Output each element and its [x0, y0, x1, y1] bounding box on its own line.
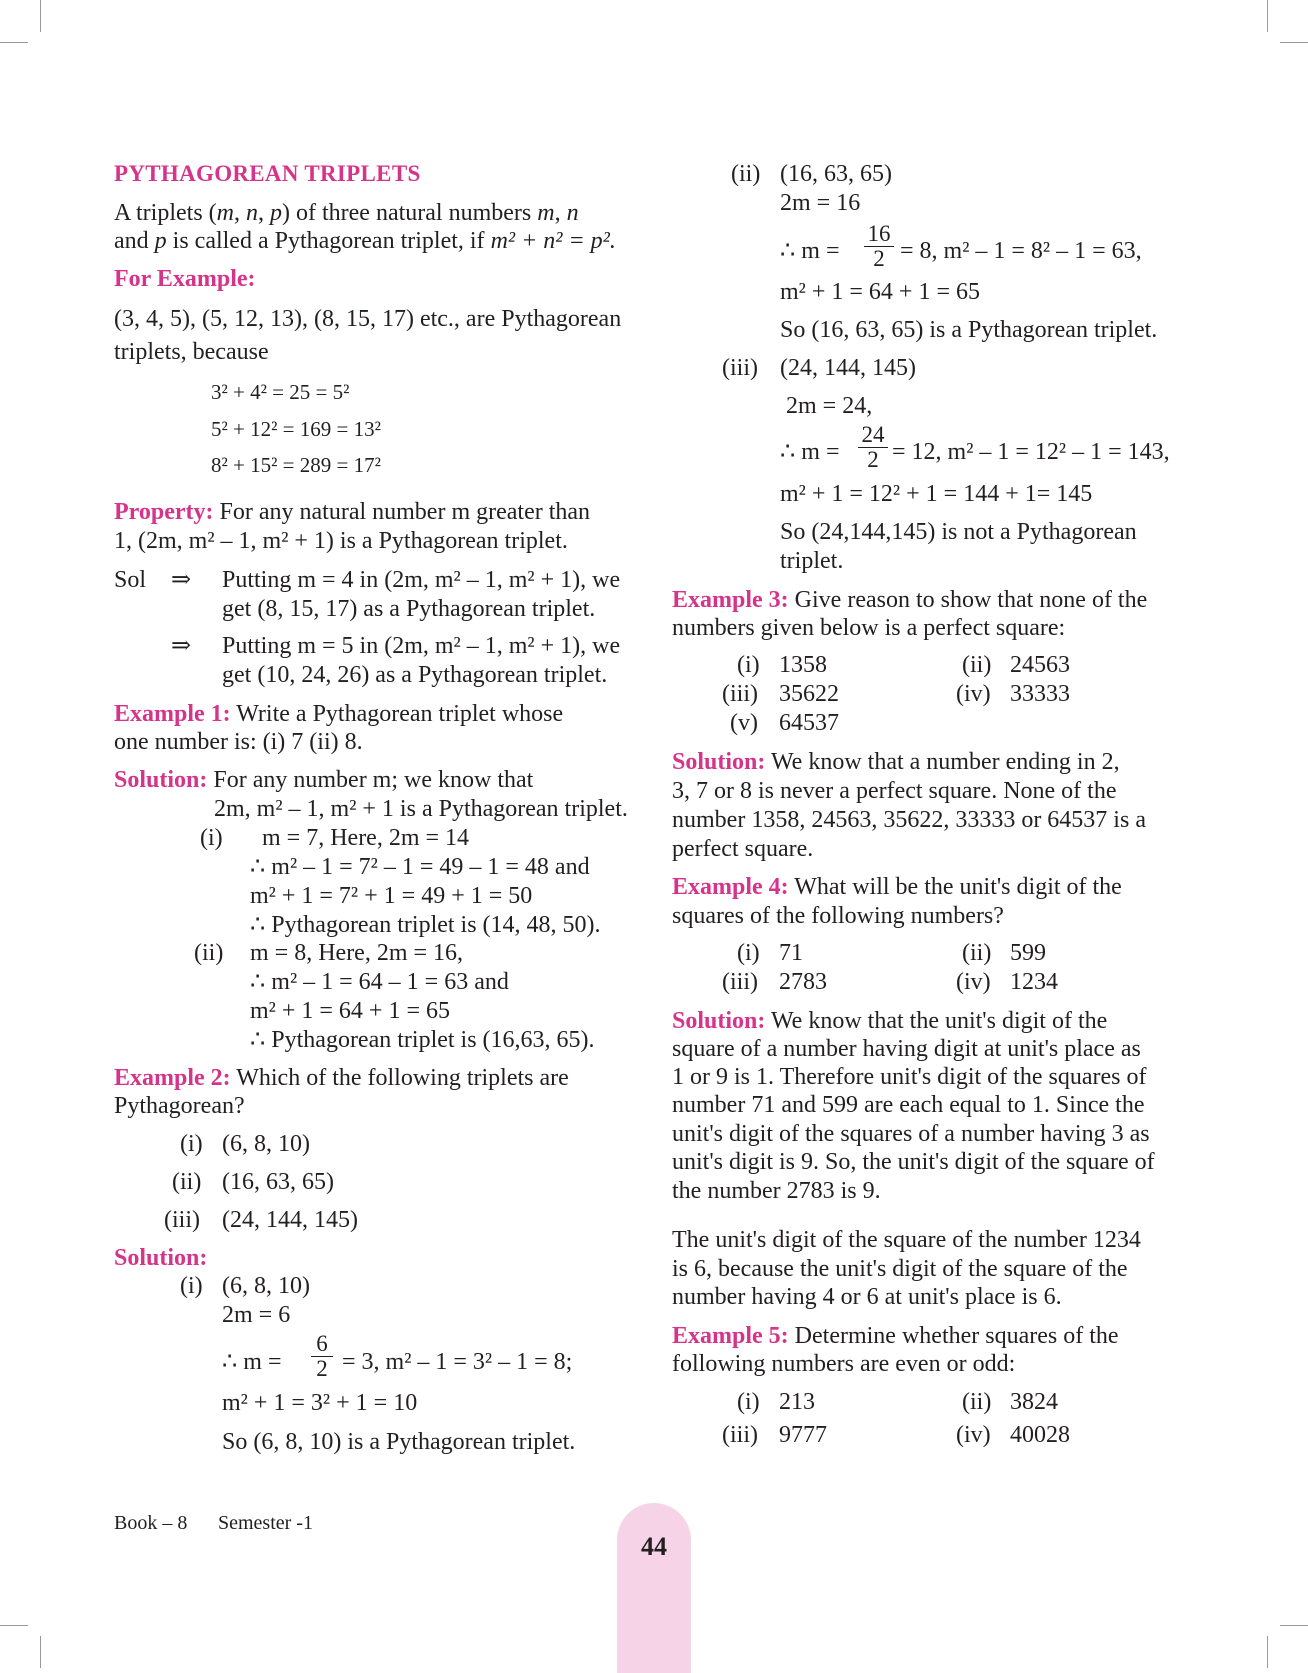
fraction-denominator: 2 — [316, 1356, 328, 1381]
example-4-line-1: Example 4: What will be the unit's digit of the — [672, 874, 1122, 900]
example-5-item-i: 213 — [779, 1389, 815, 1415]
example-5-item-iii-label: (iii) — [722, 1422, 758, 1448]
solution-2-item-ii-d: So (16, 63, 65) is a Pythagorean triplet. — [780, 317, 1158, 343]
property-line-2: 1, (2m, m² – 1, m² + 1) is a Pythagorean triplet. — [114, 528, 568, 554]
solution-1-item-i-d: ∴ Pythagorean triplet is (14, 48, 50). — [250, 912, 601, 938]
example-4-item-iv: 1234 — [1010, 969, 1058, 995]
solution-2-item-ii-a: 2m = 16 — [780, 190, 861, 216]
solution-2-item-iii-b1: ∴ m = — [780, 439, 840, 465]
solution-2-item-i-label: (i) — [180, 1273, 203, 1299]
example-3-item-i: 1358 — [779, 652, 827, 678]
example-2-item-i-label: (i) — [180, 1131, 203, 1157]
solution-1-item-ii-c: m² + 1 = 64 + 1 = 65 — [250, 998, 451, 1024]
example-3-item-iv: 33333 — [1010, 681, 1070, 707]
fraction-numerator: 16 — [864, 222, 894, 247]
sol-2-line-1: Putting m = 5 in (2m, m² – 1, m² + 1), we — [222, 633, 621, 659]
fraction-denominator: 2 — [867, 447, 879, 472]
example-5-line-1: Example 5: Determine whether squares of the — [672, 1323, 1119, 1349]
fraction-numerator: 24 — [858, 423, 888, 448]
implies-arrow-1: ⇒ — [171, 567, 192, 593]
sol-2-line-2: get (10, 24, 26) as a Pythagorean triplet. — [222, 662, 608, 688]
solution-1-label: Solution: — [114, 767, 208, 793]
intro-line-2: and p is called a Pythagorean triplet, if m² + n² = p². — [114, 228, 616, 254]
solution-2-item-iii-label: (iii) — [722, 355, 758, 381]
solution-2-item-i-d: So (6, 8, 10) is a Pythagorean triplet. — [222, 1429, 576, 1455]
crop-mark-bl-h — [0, 1625, 28, 1626]
example-3-line-2: numbers given below is a perfect square: — [672, 615, 1066, 641]
example-3-item-iii: 35622 — [779, 681, 839, 707]
crop-mark-tr-v — [1267, 0, 1268, 32]
example-5-item-iii: 9777 — [779, 1422, 827, 1448]
crop-mark-tl-v — [40, 0, 41, 32]
solution-2-item-i-b1: ∴ m = — [222, 1349, 282, 1375]
solution-2-item-iii-title: (24, 144, 145) — [780, 355, 916, 381]
example-5-item-ii-label: (ii) — [962, 1389, 992, 1415]
example-4-item-i: 71 — [779, 940, 803, 966]
solution-2-item-ii-title: (16, 63, 65) — [780, 161, 892, 187]
solution-2-item-ii-b2: = 8, m² – 1 = 8² – 1 = 63, — [900, 238, 1142, 264]
footer-semester: Semester -1 — [218, 1512, 313, 1534]
solution-3-line-4: perfect square. — [672, 836, 814, 862]
example-5-line-2: following numbers are even or odd: — [672, 1351, 1016, 1377]
example-5-label: Example 5: — [672, 1323, 789, 1349]
example-5-item-ii: 3824 — [1010, 1389, 1058, 1415]
sol-label: Sol — [114, 567, 147, 593]
equation-2: 5² + 12² = 169 = 13² — [211, 417, 381, 441]
solution-1-item-ii-a: m = 8, Here, 2m = 16, — [250, 940, 464, 966]
crop-mark-tl-h — [0, 42, 28, 43]
example-3-item-ii-label: (ii) — [962, 652, 992, 678]
solution-1-item-ii-d: ∴ Pythagorean triplet is (16,63, 65). — [250, 1027, 595, 1053]
crop-mark-bl-v — [40, 1636, 41, 1668]
solution-4-line-7: the number 2783 is 9. — [672, 1178, 881, 1204]
paragraph-2-line-1: The unit's digit of the square of the number 1234 — [672, 1227, 1141, 1253]
example-2-item-iii: (24, 144, 145) — [222, 1207, 358, 1233]
solution-2-item-iii-d1: So (24,144,145) is not a Pythagorean — [780, 519, 1137, 545]
page-number-tab — [617, 1503, 691, 1673]
example-5-item-iv-label: (iv) — [956, 1422, 991, 1448]
solution-4-label: Solution: — [672, 1008, 766, 1034]
example-4-line-2: squares of the following numbers? — [672, 903, 1004, 929]
solution-2-item-i-title: (6, 8, 10) — [222, 1273, 310, 1299]
section-heading: PYTHAGOREAN TRIPLETS — [114, 161, 421, 186]
for-example-line-1: (3, 4, 5), (5, 12, 13), (8, 15, 17) etc., are Pythagorean — [114, 306, 622, 332]
solution-3-line-2: 3, 7 or 8 is never a perfect square. None of the — [672, 778, 1117, 804]
implies-arrow-2: ⇒ — [171, 633, 192, 659]
solution-4-line-1: Solution: We know that the unit's digit of the — [672, 1008, 1108, 1034]
example-4-item-iii-label: (iii) — [722, 969, 758, 995]
solution-2-item-ii-c: m² + 1 = 64 + 1 = 65 — [780, 279, 981, 305]
for-example-line-2: triplets, because — [114, 339, 269, 365]
solution-2-item-i-c: m² + 1 = 3² + 1 = 10 — [222, 1390, 418, 1416]
example-2-item-i: (6, 8, 10) — [222, 1131, 310, 1157]
fraction-6-over-2 — [311, 1332, 333, 1381]
solution-4-line-6: unit's digit is 9. So, the unit's digit of the square of — [672, 1149, 1155, 1175]
example-1-line-1: Example 1: Write a Pythagorean triplet whose — [114, 701, 564, 727]
example-4-item-ii-label: (ii) — [962, 940, 992, 966]
equation-1: 3² + 4² = 25 = 5² — [211, 380, 350, 404]
solution-2-item-i-b2: = 3, m² – 1 = 3² – 1 = 8; — [342, 1349, 573, 1375]
example-4-item-iv-label: (iv) — [956, 969, 991, 995]
solution-4-line-3: 1 or 9 is 1. Therefore unit's digit of the squares of — [672, 1064, 1147, 1090]
solution-1-item-ii-label: (ii) — [194, 940, 224, 966]
solution-2-item-ii-b1: ∴ m = — [780, 238, 840, 264]
crop-mark-br-v — [1267, 1636, 1268, 1668]
example-3-item-i-label: (i) — [737, 652, 760, 678]
fraction-16-over-2 — [864, 222, 894, 271]
for-example-label: For Example: — [114, 266, 256, 292]
sol-1-line-2: get (8, 15, 17) as a Pythagorean triplet. — [222, 596, 596, 622]
solution-1-item-i-c: m² + 1 = 7² + 1 = 49 + 1 = 50 — [250, 883, 533, 909]
example-5-item-i-label: (i) — [737, 1389, 760, 1415]
example-1-label: Example 1: — [114, 701, 231, 727]
solution-4-line-4: number 71 and 599 are each equal to 1. Since the — [672, 1092, 1145, 1118]
example-4-item-i-label: (i) — [737, 940, 760, 966]
solution-3-label: Solution: — [672, 749, 766, 775]
solution-3-line-1: Solution: We know that a number ending in 2, — [672, 749, 1120, 775]
example-3-item-v-label: (v) — [730, 710, 758, 736]
solution-1-item-i-label: (i) — [200, 825, 223, 851]
solution-1-item-i-b: ∴ m² – 1 = 7² – 1 = 49 – 1 = 48 and — [250, 854, 590, 880]
solution-1-item-ii-b: ∴ m² – 1 = 64 – 1 = 63 and — [250, 969, 509, 995]
solution-1-line-2: 2m, m² – 1, m² + 1 is a Pythagorean triplet. — [214, 796, 628, 822]
example-2-item-ii-label: (ii) — [172, 1169, 202, 1195]
example-4-item-iii: 2783 — [779, 969, 827, 995]
solution-4-line-5: unit's digit of the squares of a number having 3 as — [672, 1121, 1150, 1147]
example-4-label: Example 4: — [672, 874, 789, 900]
example-3-label: Example 3: — [672, 587, 789, 613]
paragraph-2-line-3: number having 4 or 6 at unit's place is 6. — [672, 1284, 1062, 1310]
solution-3-line-3: number 1358, 24563, 35622, 33333 or 64537 is a — [672, 807, 1146, 833]
solution-2-item-i-a: 2m = 6 — [222, 1302, 291, 1328]
example-5-item-iv: 40028 — [1010, 1422, 1070, 1448]
example-3-item-v: 64537 — [779, 710, 839, 736]
solution-2-item-iii-b2: = 12, m² – 1 = 12² – 1 = 143, — [892, 439, 1170, 465]
solution-1-item-i-a: m = 7, Here, 2m = 14 — [262, 825, 470, 851]
example-3-item-iii-label: (iii) — [722, 681, 758, 707]
solution-2-item-iii-a: 2m = 24, — [786, 393, 873, 419]
solution-2-item-iii-d2: triplet. — [780, 548, 844, 574]
crop-mark-br-h — [1280, 1625, 1308, 1626]
intro-line-1: A triplets (m, n, p) of three natural numbers m, n — [114, 200, 579, 226]
fraction-24-over-2 — [858, 423, 888, 472]
fraction-numerator: 6 — [311, 1332, 333, 1357]
paragraph-2-line-2: is 6, because the unit's digit of the square of the — [672, 1256, 1128, 1282]
property-label: Property: — [114, 499, 214, 525]
example-1-line-2: one number is: (i) 7 (ii) 8. — [114, 729, 363, 755]
crop-mark-tr-h — [1280, 42, 1308, 43]
solution-2-item-ii-label: (ii) — [731, 161, 761, 187]
pythagoras-equation: m² + n² = p². — [490, 228, 616, 254]
example-4-item-ii: 599 — [1010, 940, 1046, 966]
example-3-item-ii: 24563 — [1010, 652, 1070, 678]
fraction-denominator: 2 — [873, 246, 885, 271]
solution-2-item-iii-c: m² + 1 = 12² + 1 = 144 + 1= 145 — [780, 481, 1093, 507]
sol-1-line-1: Putting m = 4 in (2m, m² – 1, m² + 1), we — [222, 567, 621, 593]
solution-2-label: Solution: — [114, 1245, 208, 1271]
example-2-label: Example 2: — [114, 1065, 231, 1091]
example-2-line-1: Example 2: Which of the following triplets are — [114, 1065, 569, 1091]
property-line-1: Property: For any natural number m greater than — [114, 499, 591, 525]
example-3-line-1: Example 3: Give reason to show that none of the — [672, 587, 1148, 613]
example-2-item-ii: (16, 63, 65) — [222, 1169, 334, 1195]
example-2-line-2: Pythagorean? — [114, 1093, 245, 1119]
example-3-item-iv-label: (iv) — [956, 681, 991, 707]
page-number: 44 — [641, 1532, 667, 1561]
solution-4-line-2: square of a number having digit at unit's place as — [672, 1036, 1141, 1062]
equation-3: 8² + 15² = 289 = 17² — [211, 453, 381, 477]
solution-1-line-1: Solution: For any number m; we know that — [114, 767, 534, 793]
example-2-item-iii-label: (iii) — [164, 1207, 200, 1233]
footer-book: Book – 8 — [114, 1512, 188, 1534]
